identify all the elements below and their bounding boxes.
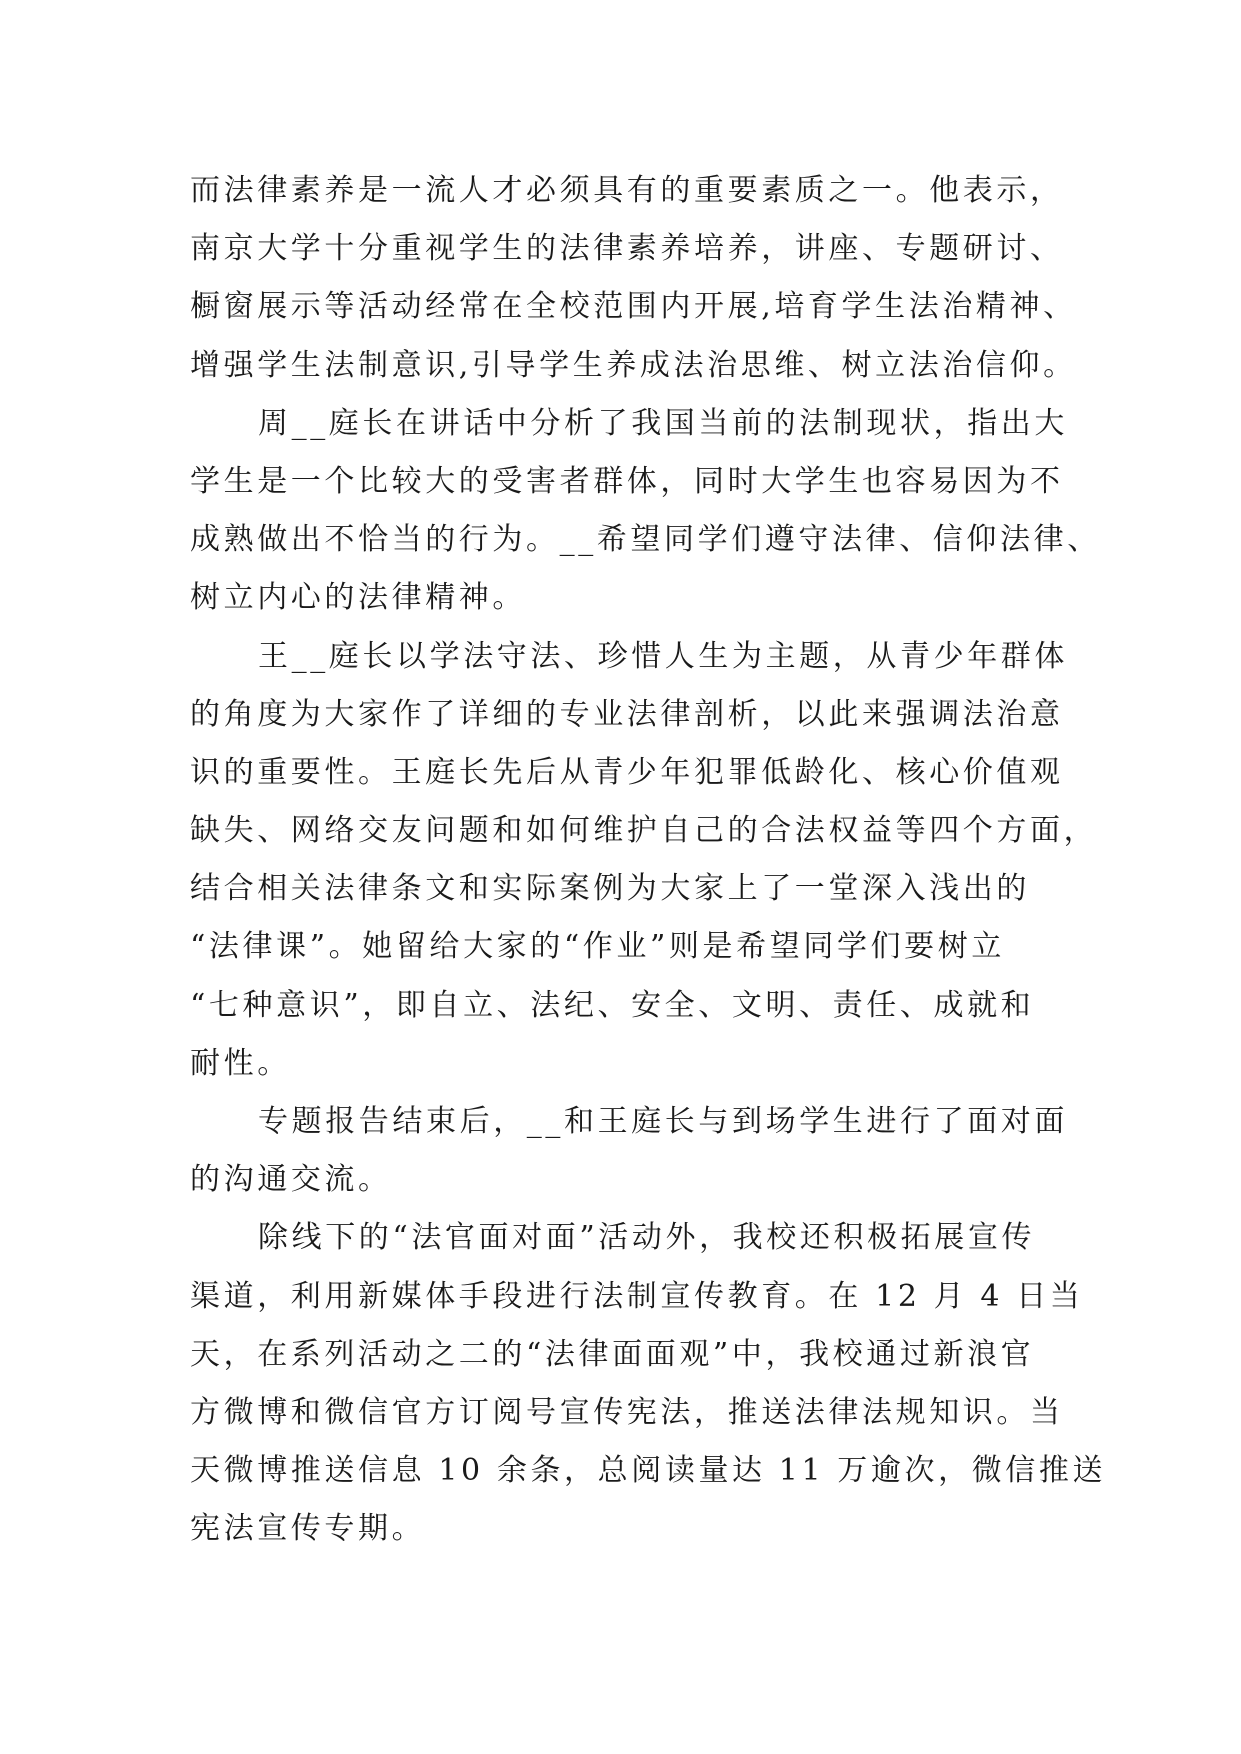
text-line: 而法律素养是一流人才必须具有的重要素质之一。他表示，: [190, 173, 1064, 208]
text-line: 树立内心的法律精神。: [190, 580, 526, 616]
text-line: 渠道，利用新媒体手段进行法制宣传教育。在 12 月 4 日当: [190, 1278, 1084, 1314]
text-line: 增强学生法制意识,引导学生养成法治思维、树立法治信仰。: [190, 347, 1077, 383]
text-line: 王__庭长以学法守法、珍惜人生为主题，从青少年群体: [258, 638, 1068, 674]
text-line: “法律课”。她留给大家的“作业”则是希望同学们要树立: [190, 929, 1005, 965]
text-line: 南京大学十分重视学生的法律素养培养，讲座、专题研讨、: [190, 231, 1064, 267]
text-line: 缺失、网络交友问题和如何维护自己的合法权益等四个方面，: [190, 813, 1098, 849]
text-line: 专题报告结束后，__和王庭长与到场学生进行了面对面: [258, 1104, 1068, 1139]
text-line: 除线下的“法官面对面”活动外，我校还积极拓展宣传: [258, 1220, 1036, 1256]
text-line: 周__庭长在讲话中分析了我国当前的法制现状，指出大: [258, 405, 1068, 441]
body-text: [190, 162, 1107, 1559]
text-line: 橱窗展示等活动经常在全校范围内开展,培育学生法治精神、: [190, 289, 1077, 325]
text-line: 宪法宣传专期。: [190, 1511, 426, 1547]
text-line: “七种意识”，即自立、法纪、安全、文明、责任、成就和: [190, 987, 1035, 1023]
text-line: 耐性。: [190, 1045, 291, 1081]
text-line: 识的重要性。王庭长先后从青少年犯罪低龄化、核心价值观: [190, 754, 1064, 790]
text-line: 的角度为大家作了详细的专业法律剖析，以此来强调法治意: [190, 696, 1064, 732]
text-line: 结合相关法律条文和实际案例为大家上了一堂深入浅出的: [190, 871, 1030, 907]
text-line: 方微博和微信官方订阅号宣传宪法，推送法律法规知识。当: [190, 1394, 1064, 1430]
text-line: 学生是一个比较大的受害者群体，同时大学生也容易因为不: [190, 463, 1064, 499]
text-line: 天，在系列活动之二的“法律面面观”中，我校通过新浪官: [190, 1336, 1035, 1372]
text-line: 成熟做出不恰当的行为。__希望同学们遵守法律、信仰法律、: [190, 522, 1101, 558]
text-line: 天微博推送信息 10 余条，总阅读量达 11 万逾次，微信推送: [190, 1453, 1107, 1489]
text-line: 的沟通交流。: [190, 1162, 392, 1198]
